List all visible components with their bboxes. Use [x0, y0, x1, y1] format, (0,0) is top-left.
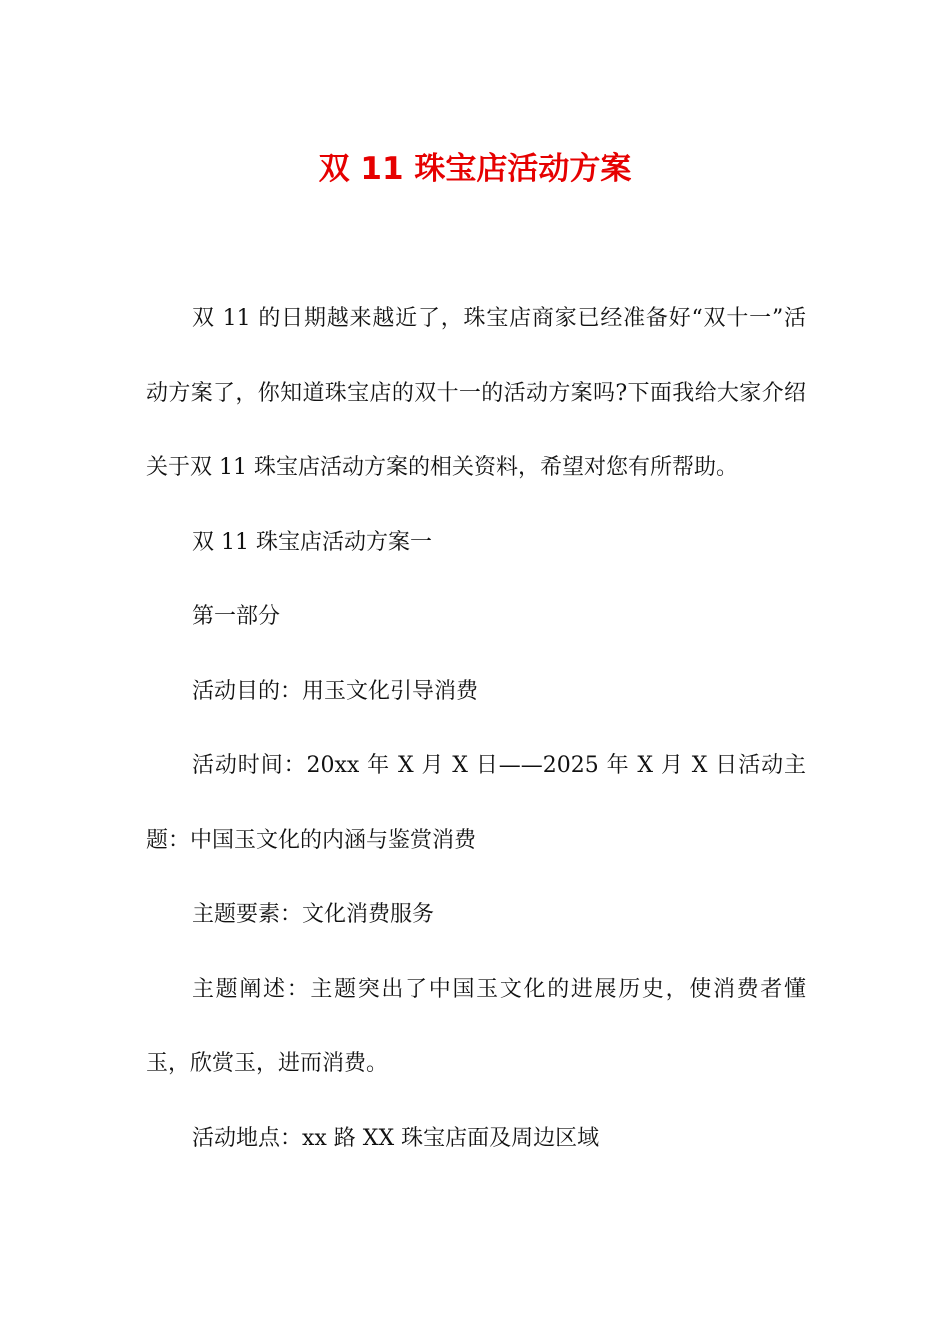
paragraph-activity-purpose: 活动目的：用玉文化引导消费 — [192, 678, 479, 704]
paragraph-part-one: 第一部分 — [192, 604, 281, 629]
document-body — [146, 282, 806, 1176]
paragraph-theme-statement: 主题阐述：主题突出了中国玉文化的进展历史，使消费者懂玉，欣赏玉，进而消费。 — [146, 976, 806, 1076]
paragraph-activity-time-theme: 活动时间：20xx 年 X 月 X 日——2025 年 X 月 X 日活动主题：中国玉文化的内涵与鉴赏消费 — [146, 753, 806, 853]
paragraph-plan-heading: 双 11 珠宝店活动方案一 — [192, 529, 432, 555]
page-title: 双 11 珠宝店活动方案 — [318, 151, 632, 187]
paragraph-theme-elements: 主题要素：文化消费服务 — [192, 902, 435, 927]
paragraph-intro: 双 11 的日期越来越近了，珠宝店商家已经准备好“双十一”活动方案了，你知道珠宝店的双十一的活动方案吗?下面我给大家介绍关于双 11 珠宝店活动方案的相关资料，希望对您有所帮助。 — [146, 306, 806, 480]
paragraph-activity-location: 活动地点：xx 路 XX 珠宝店面及周边区域 — [192, 1125, 600, 1151]
